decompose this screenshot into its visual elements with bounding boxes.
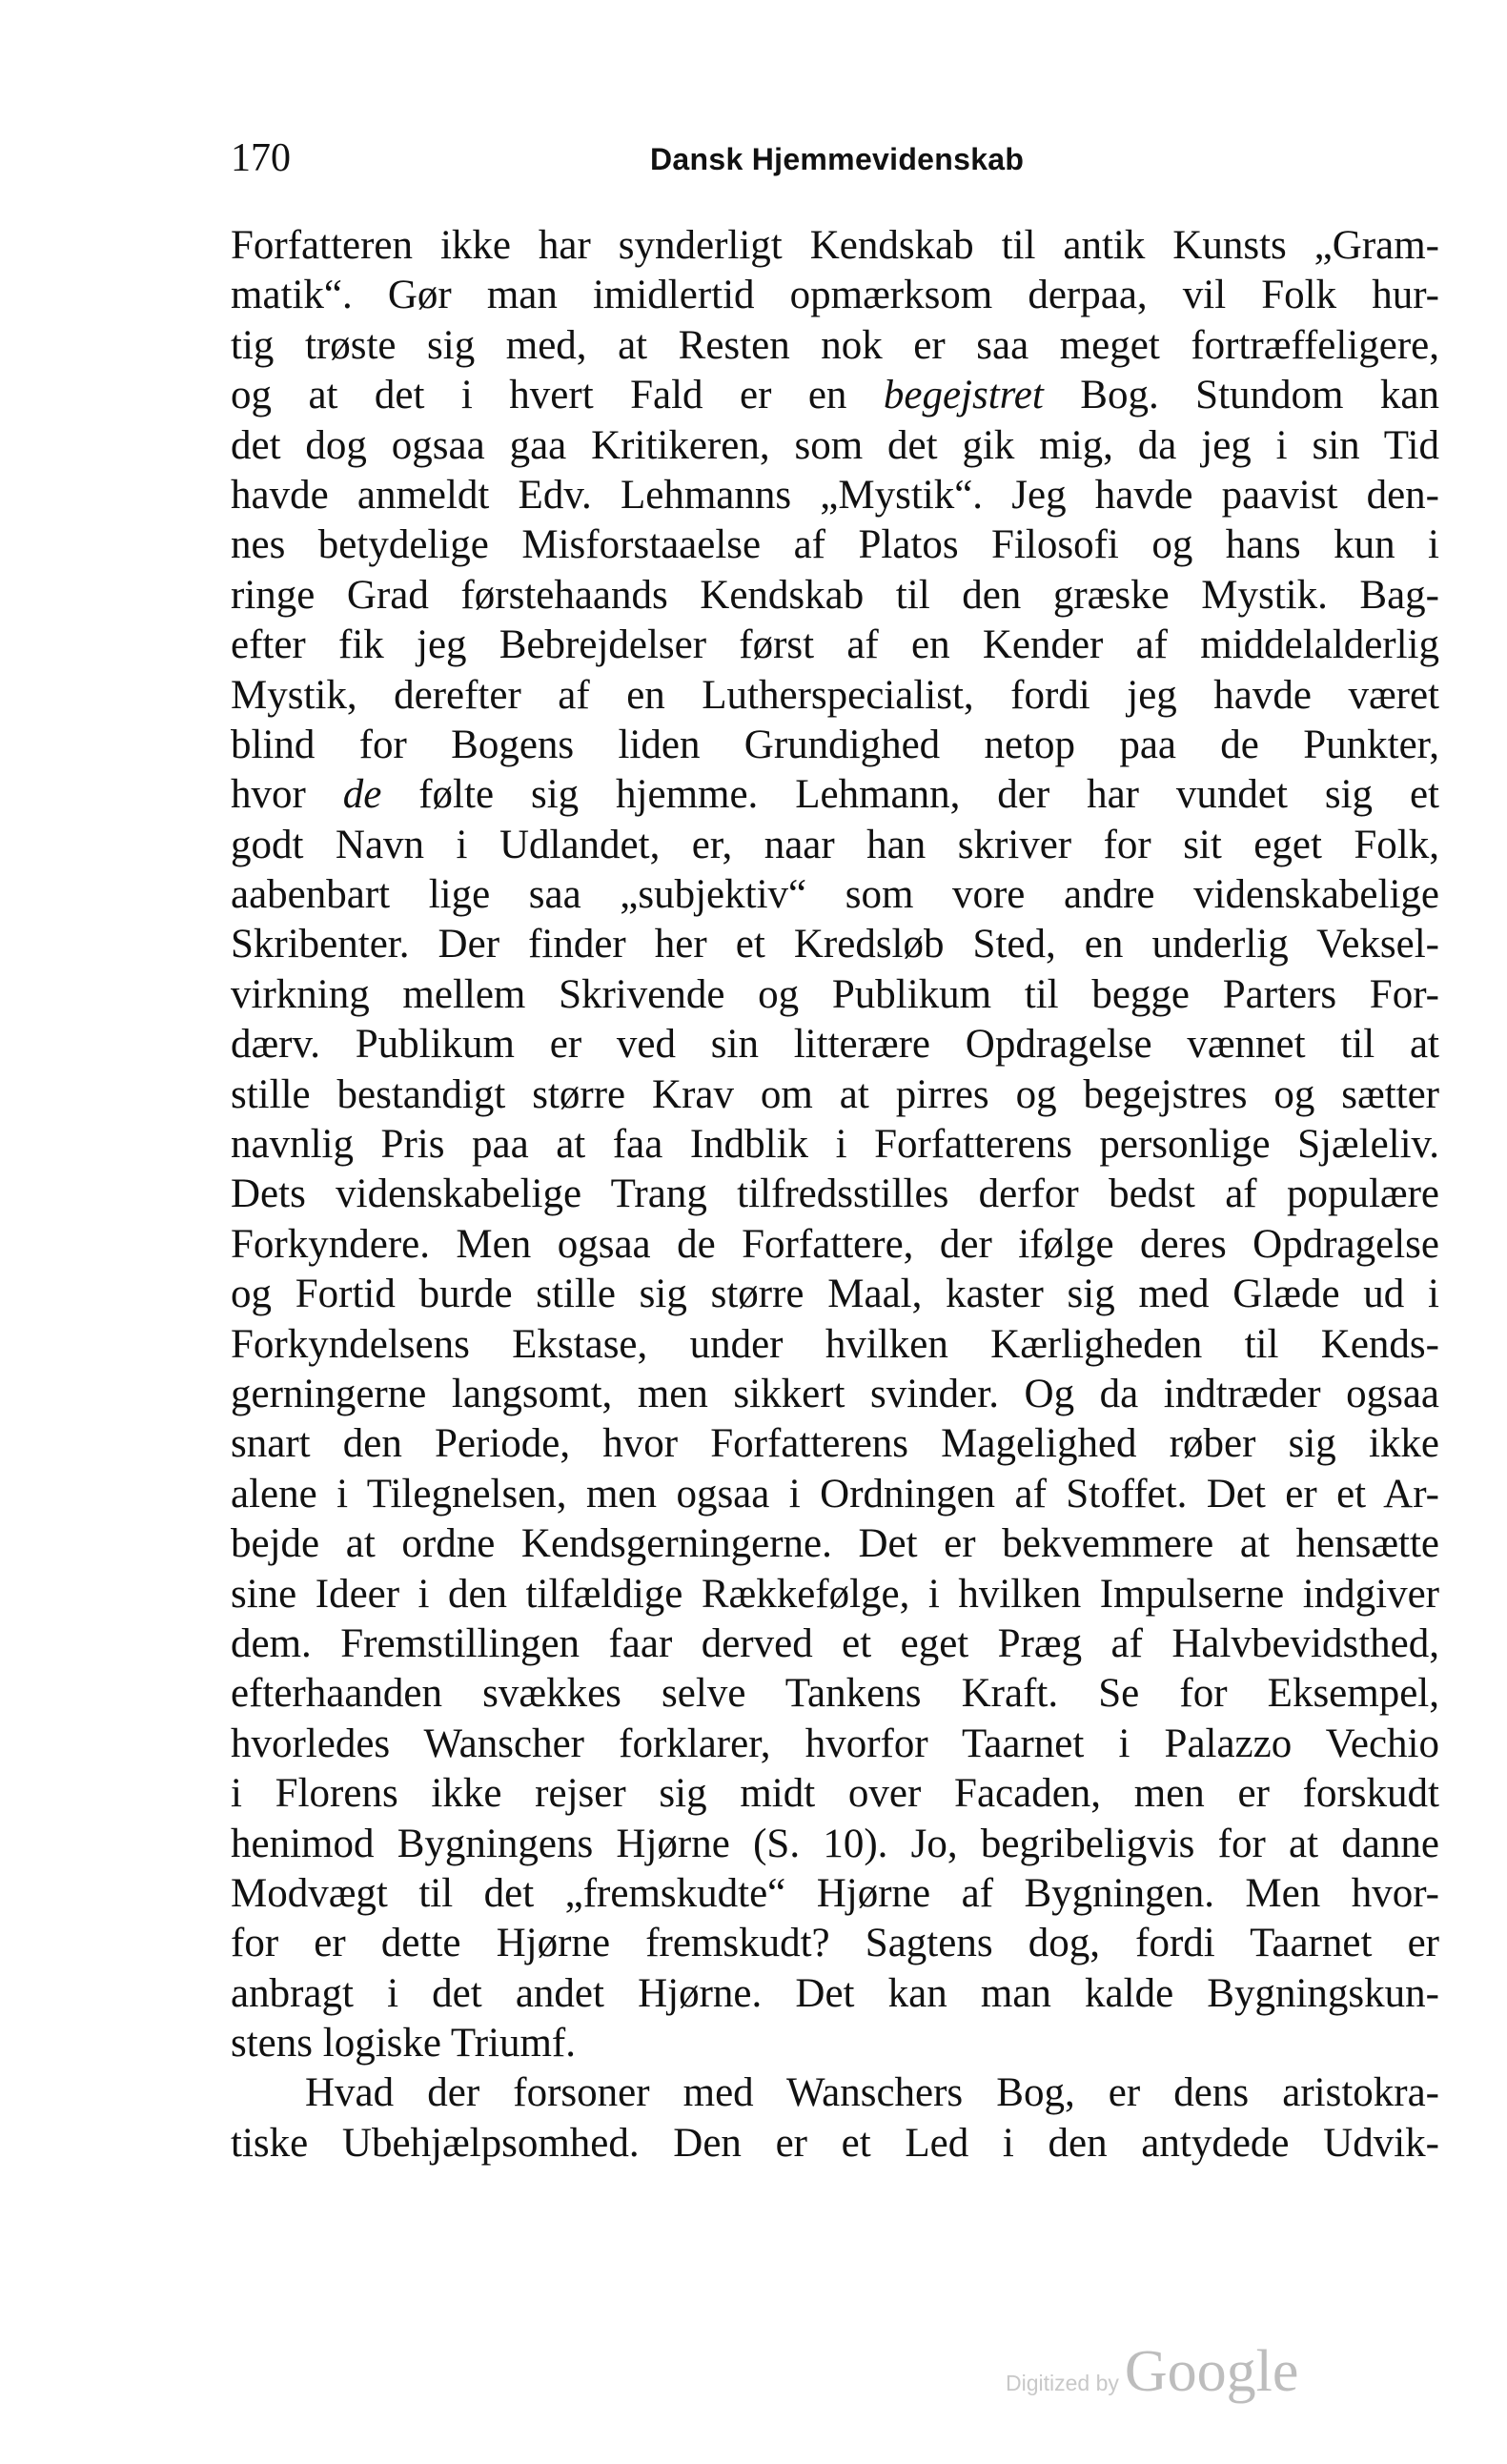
text-line: bejde at ordne Kendsgerningerne. Det er bekvemmere at hensætte <box>231 1521 1439 1567</box>
text-line: godt Navn i Udlandet, er, naar han skriver for sit eget Folk, <box>231 822 1439 867</box>
page-header <box>231 130 1441 187</box>
text-line: matik“. Gør man imidlertid opmærksom derpaa, vil Folk hur- <box>231 273 1439 318</box>
text-line: for er dette Hjørne fremskudt? Sagtens dog, fordi Taarnet er <box>231 1921 1439 1966</box>
text-line: henimod Bygningens Hjørne (S. 10). Jo, begribeligvis for at danne <box>231 1821 1439 1866</box>
text-line: navnlig Pris paa at faa Indblik i Forfatterens personlige Sjæleliv. <box>231 1122 1439 1168</box>
text-line <box>231 371 1439 420</box>
text-line: stens logiske Triumf. <box>231 2021 576 2067</box>
text-line: gerningerne langsomt, men sikkert svinder. Og da indtræder ogsaa <box>231 1371 1439 1416</box>
text-line: det dog ogsaa gaa Kritikeren, som det gik mig, da jeg i sin Tid <box>231 422 1439 468</box>
text-line: Mystik, derefter af en Lutherspecialist, fordi jeg havde været <box>231 672 1439 718</box>
italic-word: begejstret <box>883 373 1044 418</box>
text-line: havde anmeldt Edv. Lehmanns „Mystik“. Jeg havde paavist den- <box>231 472 1439 518</box>
text-line: ringe Grad førstehaands Kendskab til den græske Mystik. Bag- <box>231 572 1439 618</box>
text-line: aabenbart lige saa „subjektiv“ som vore andre videnskabelige <box>231 872 1439 918</box>
text-line: dem. Fremstillingen faar derved et eget Præg af Halvbevidsthed, <box>231 1620 1439 1666</box>
text-line: alene i Tilegnelsen, men ogsaa i Ordningen af Stoffet. Det er et Ar- <box>231 1471 1439 1517</box>
text-fragment: hvor <box>231 772 343 818</box>
text-line: Modvægt til det „fremskudte“ Hjørne af Bygningen. Men hvor- <box>231 1870 1439 1916</box>
text-line: Dets videnskabelige Trang tilfredsstilles derfor bedst af populære <box>231 1171 1439 1217</box>
text-line: i Florens ikke rejser sig midt over Facaden, men er forskudt <box>231 1771 1439 1817</box>
google-logo: Google <box>1124 2339 1299 2404</box>
text-line: efter fik jeg Bebrejdelser først af en Kender af middelalderlig <box>231 622 1439 668</box>
text-line: tig trøste sig med, at Resten nok er saa meget fortræffeligere, <box>231 322 1439 368</box>
text-line: Forkyndelsens Ekstase, under hvilken Kærligheden til Kends- <box>231 1321 1439 1367</box>
text-line: stille bestandigt større Krav om at pirres og begejstres og sætter <box>231 1071 1439 1117</box>
text-line: snart den Periode, hvor Forfatterens Magelighed røber sig ikke <box>231 1421 1439 1467</box>
text-line: hvorledes Wanscher forklarer, hvorfor Taarnet i Palazzo Vechio <box>231 1721 1439 1766</box>
text-line: og Fortid burde stille sig større Maal, kaster sig med Glæde ud i <box>231 1272 1439 1317</box>
running-head: Dansk Hjemmevidenskab <box>650 142 1025 176</box>
text-line: dærv. Publikum er ved sin litterære Opdragelse vænnet til at <box>231 1022 1439 1068</box>
text-fragment: følte sig hjemme. Lehmann, der har vundet sig et <box>381 772 1439 818</box>
text-line: tiske Ubehjælpsomhed. Den er et Led i den antydede Udvik- <box>231 2120 1439 2166</box>
text-line: Forkyndere. Men ogsaa de Forfattere, der ifølge deres Opdragelse <box>231 1221 1439 1267</box>
text-line: Forfatteren ikke har synderligt Kendskab til antik Kunsts „Gram- <box>231 223 1439 268</box>
text-line: virkning mellem Skrivende og Publikum til begge Parters For- <box>231 971 1439 1017</box>
watermark-label: Digitized by <box>1006 2371 1119 2395</box>
text-line <box>231 770 1439 820</box>
digitized-watermark <box>1006 2338 1298 2405</box>
text-line: Hvad der forsoner med Wanschers Bog, er dens aristokra- <box>305 2070 1439 2116</box>
body-text <box>231 221 1439 2169</box>
text-line: blind for Bogens liden Grundighed netop paa de Punkter, <box>231 722 1439 767</box>
text-line: sine Ideer i den tilfældige Rækkefølge, i hvilken Impulserne indgiver <box>231 1571 1439 1617</box>
text-line: nes betydelige Misforstaaelse af Platos Filosofi og hans kun i <box>231 522 1439 568</box>
text-line: efterhaanden svækkes selve Tankens Kraft. Se for Eksempel, <box>231 1671 1439 1717</box>
text-line: Skribenter. Der finder her et Kredsløb Sted, en underlig Veksel- <box>231 922 1439 967</box>
page-number: 170 <box>231 136 291 180</box>
italic-word: de <box>342 772 382 818</box>
text-fragment: Bog. Stundom kan <box>1043 373 1439 418</box>
text-line: anbragt i det andet Hjørne. Det kan man kalde Bygningskun- <box>231 1970 1439 2016</box>
text-fragment: og at det i hvert Fald er en <box>231 373 884 418</box>
